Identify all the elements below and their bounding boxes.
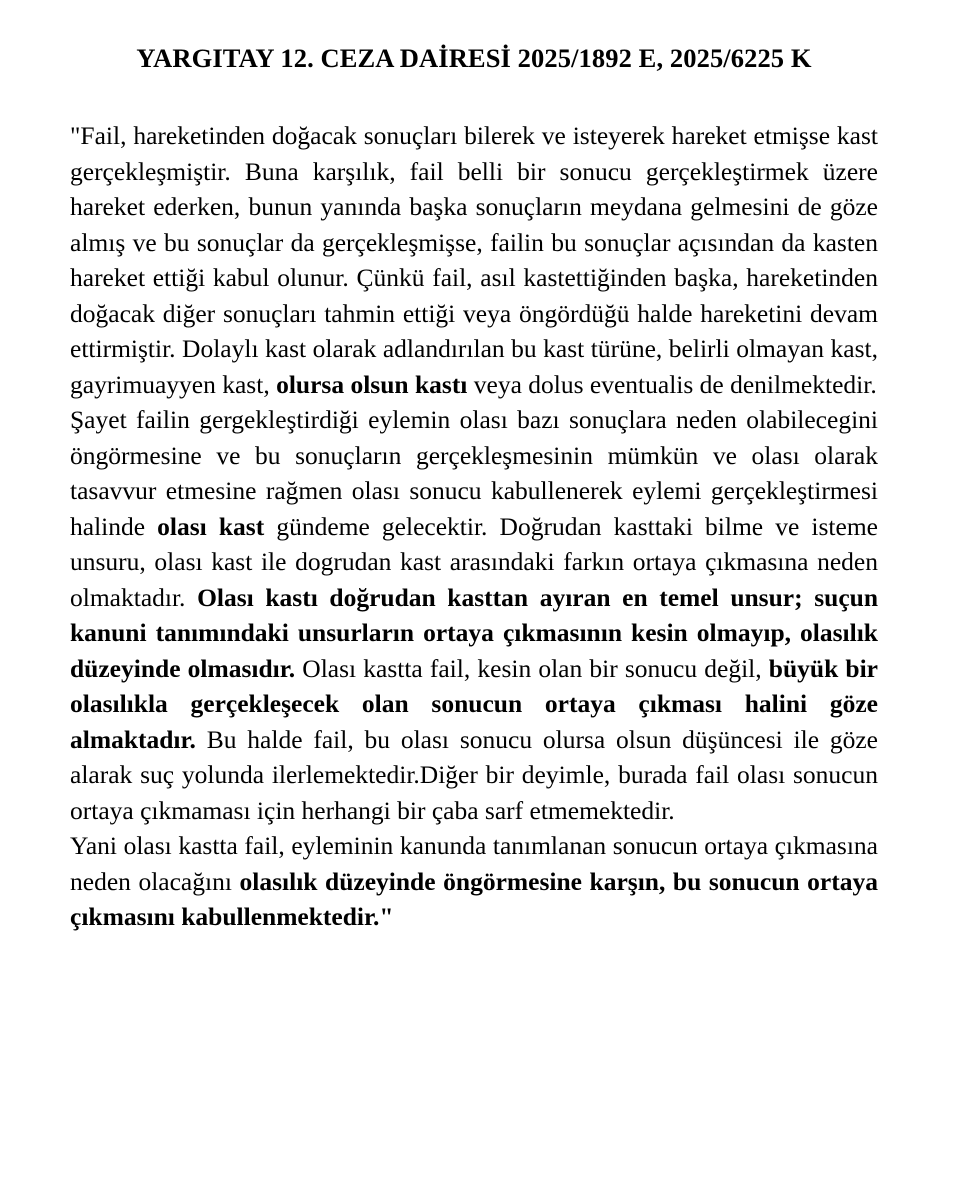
text-segment: veya dolus eventualis de denilmektedir. xyxy=(467,369,877,399)
bold-text-segment: olası kast xyxy=(157,511,265,541)
paragraph xyxy=(70,828,878,935)
bold-text-segment: büyük bir olasılıkla gerçekleşecek olan sonucun ortaya çıkması halini göze almaktadır. xyxy=(70,653,878,754)
text-segment: "Fail, hareketinden doğacak sonuçları bilerek ve isteyerek hareket etmişse kast gerçekleşmiştir. Buna karşılık, fail belli bir sonucu gerçekleştirmek üzere hareket ederken, bunun yanında başka sonuçların meydana gelmesini de göze almış ve bu sonuçlar da gerçekleşmişse, failin bu sonuçlar açısından da kasten hareket ettiği kabul olunur. Çünkü fail, asıl kastettiğinden başka, hareketinden doğacak diğer sonuçları tahmin ettiği veya öngördüğü halde hareketini devam ettirmiştir. Dolaylı kast olarak adlandırılan bu kast türüne, belirli olmayan kast, gayrimuayyen kast, xyxy=(70,121,878,399)
text-segment: Olası kastta fail, kesin olan bir sonucu değil, xyxy=(295,653,769,683)
text-segment: Bu halde fail, bu olası sonucu olursa olsun düşüncesi ile göze alarak suç yolunda ilerlemektedir.Diğer bir deyimle, burada fail olası sonucun ortaya çıkmaması için herhangi bir çaba sarf etmemektedir. xyxy=(70,724,878,825)
paragraph xyxy=(70,118,878,402)
text-segment: Yani olası kastta fail, eyleminin kanunda tanımlanan sonucun ortaya çıkmasına neden olacağını xyxy=(70,831,878,896)
bold-text-segment: olasılık düzeyinde öngörmesine karşın, bu sonucun ortaya çıkmasını kabullenmektedir." xyxy=(70,866,878,931)
document-title: YARGITAY 12. CEZA DAİRESİ 2025/1892 E, 2025/6225 K xyxy=(136,43,812,73)
text-segment: gündeme gelecektir. Doğrudan kasttaki bilme ve isteme unsuru, olası kast ile dogrudan kast arasındaki farkın ortaya çıkmasına neden olmaktadır. xyxy=(70,511,878,612)
paragraph xyxy=(70,402,878,828)
document-body xyxy=(70,118,878,935)
bold-text-segment: Olası kastı doğrudan kasttan ayıran en temel unsur; suçun kanuni tanımındaki unsurların ortaya çıkmasının kesin olmayıp, olasılık düzeyinde olmasıdır. xyxy=(70,582,878,683)
bold-text-segment: olursa olsun kastı xyxy=(276,369,468,399)
text-segment: Şayet failin gergekleştirdiği eylemin olası bazı sonuçlara neden olabilecegini öngörmesine ve bu sonuçların gerçekleşmesinin mümkün ve olası olarak tasavvur etmesine rağmen olası sonucu kabullenerek eylemi gerçekleştirmesi halinde xyxy=(70,405,878,541)
